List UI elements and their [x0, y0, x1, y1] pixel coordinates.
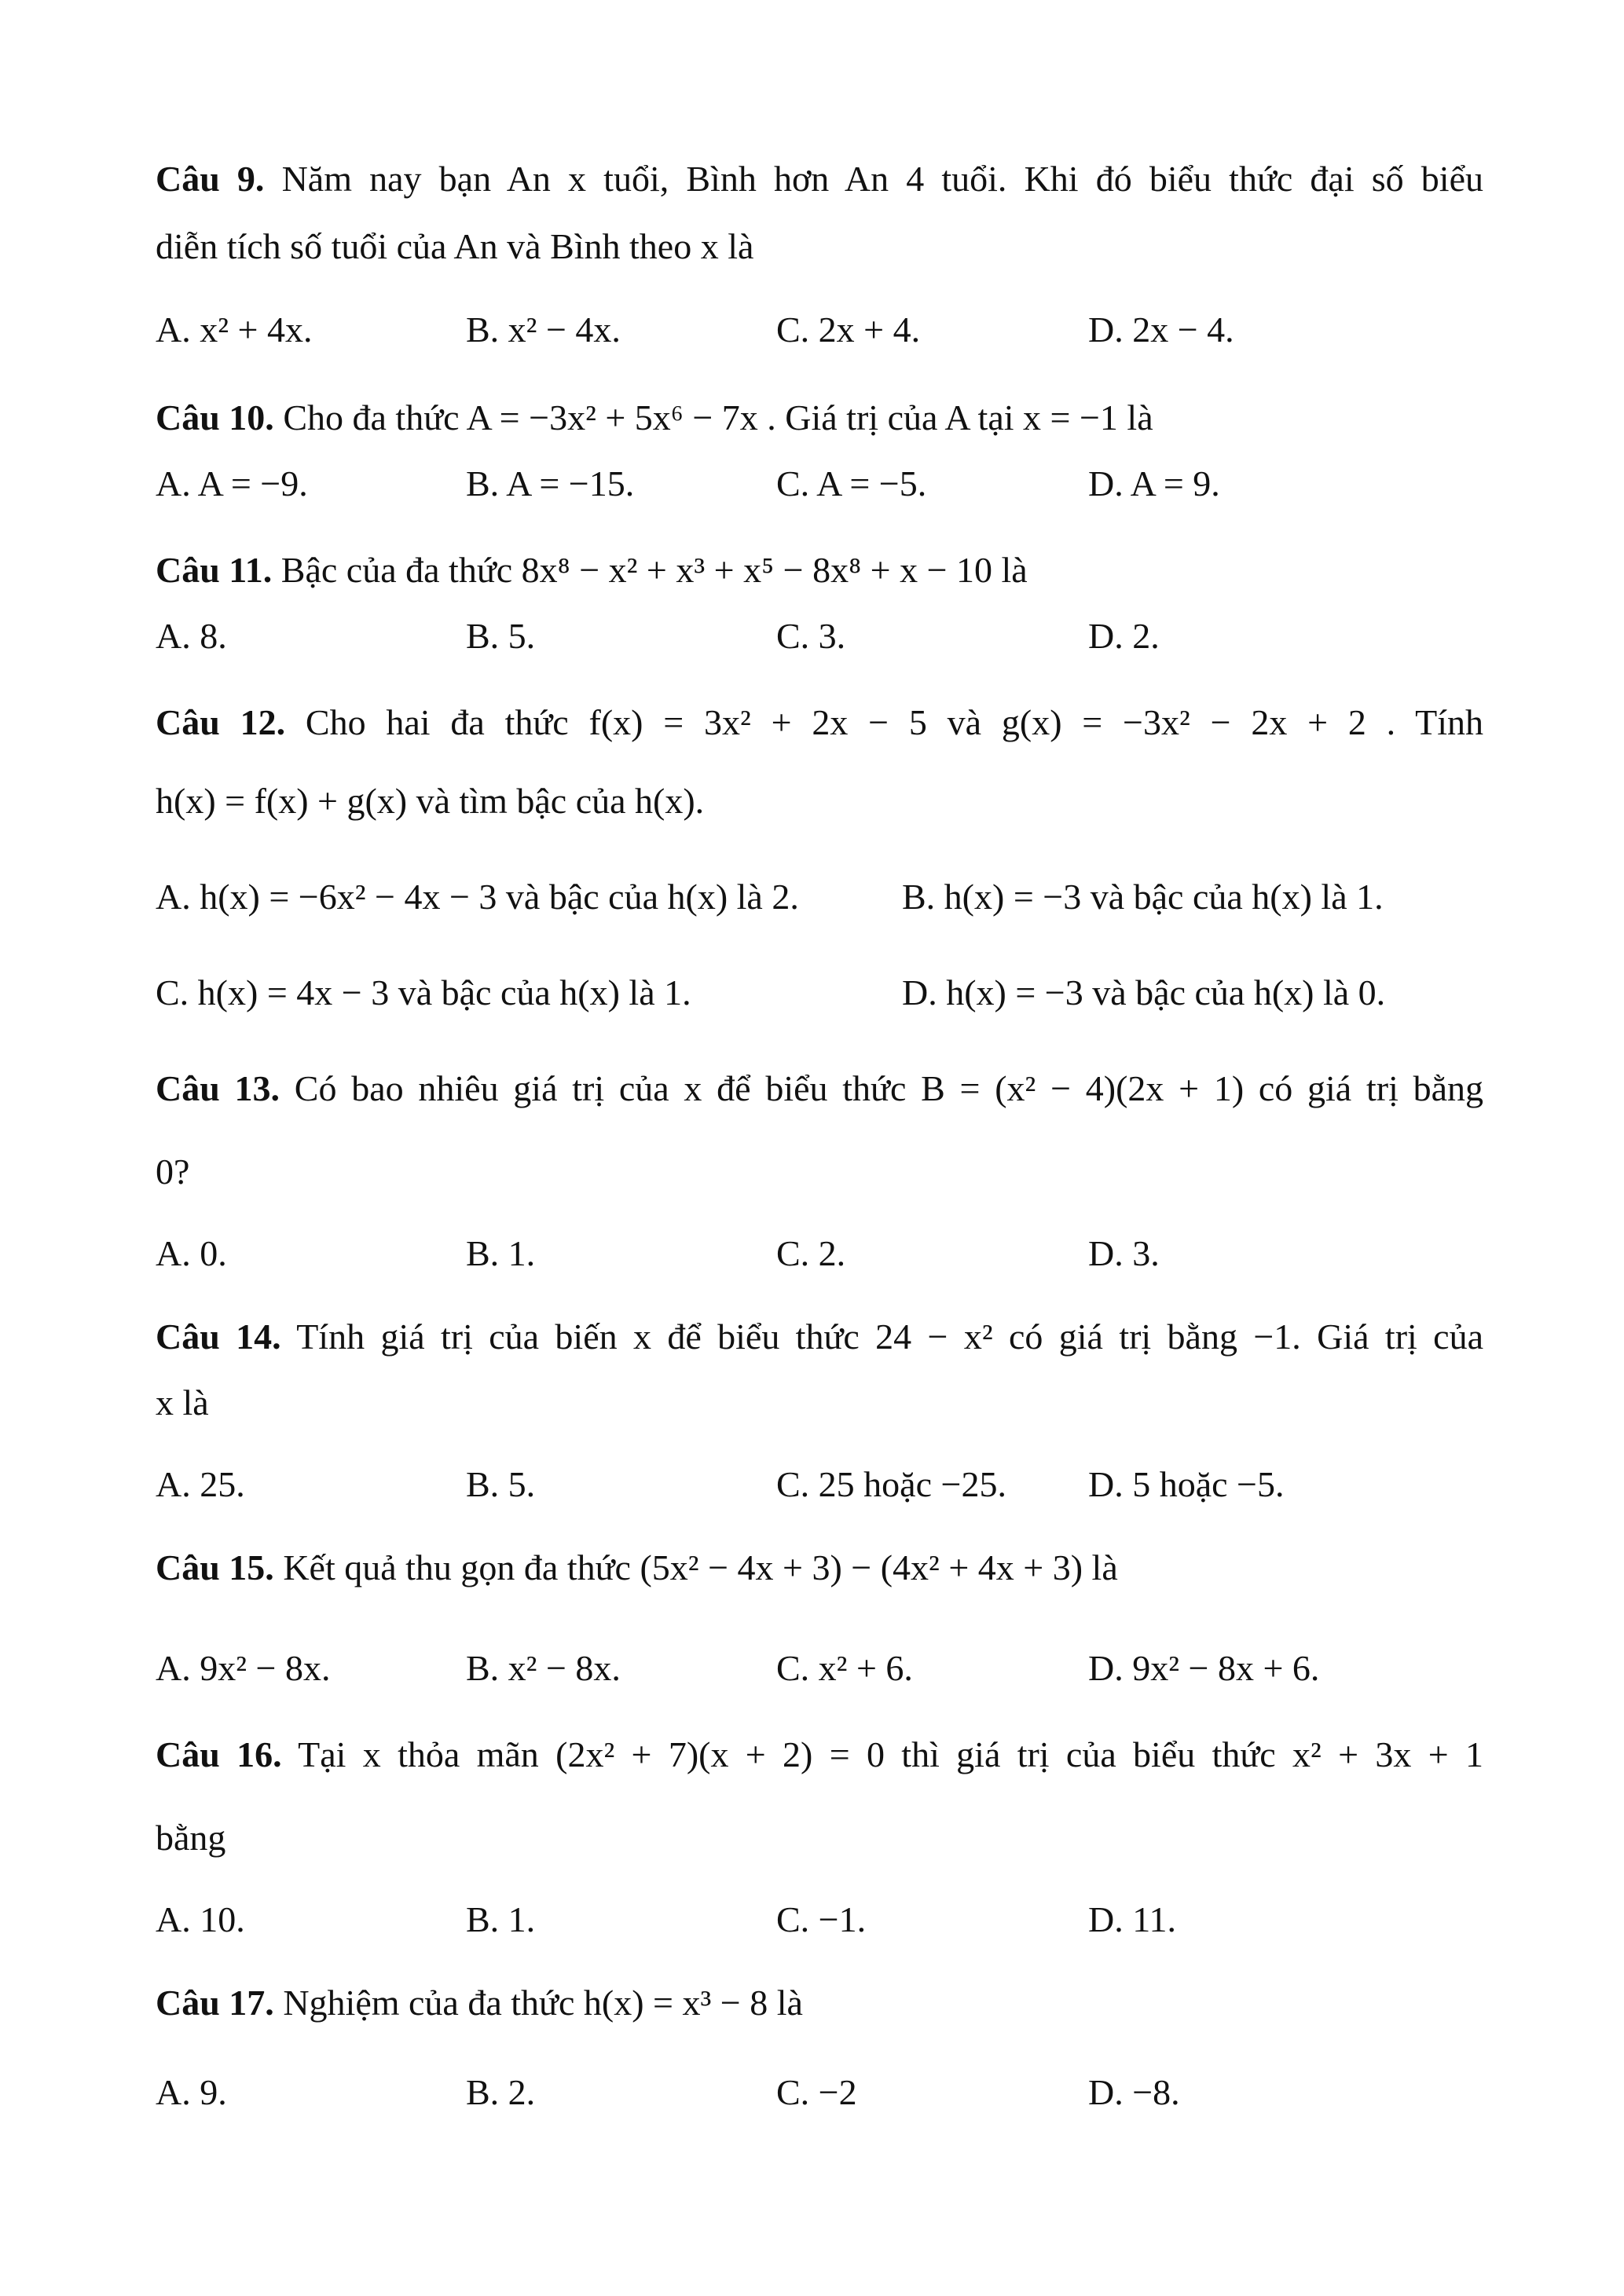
question-17-options: [156, 2069, 1483, 2116]
question-16-line-2: bằng: [156, 1818, 226, 1858]
option-d[interactable]: D. 9x² − 8x + 6.: [1088, 1648, 1320, 1688]
question-15-options: [156, 1645, 1483, 1692]
question-text: Cho hai đa thức f(x) = 3x² + 2x − 5 và g(x) = −3x² − 2x + 2 . Tính: [305, 702, 1483, 742]
question-text: Năm nay bạn An x tuổi, Bình hơn An 4 tuổi. Khi đó biểu thức đại số biểu: [281, 159, 1483, 199]
question-14-options: [156, 1461, 1483, 1508]
option-c[interactable]: C. h(x) = 4x − 3 và bậc của h(x) là 1.: [156, 972, 691, 1013]
question-16-options: [156, 1896, 1483, 1943]
option-c[interactable]: C. 2.: [776, 1233, 846, 1273]
question-12-options-row-2: [156, 969, 1483, 1016]
option-a[interactable]: A. 9x² − 8x.: [156, 1648, 331, 1688]
question-label: Câu 15.: [156, 1547, 274, 1587]
option-b[interactable]: B. 1.: [466, 1899, 536, 1939]
question-15-line-1: [156, 1544, 1483, 1591]
question-text: Nghiệm của đa thức h(x) = x³ − 8 là: [283, 1983, 803, 2023]
question-12-line-1: [156, 699, 1483, 746]
question-text: Cho đa thức A = −3x² + 5x⁶ − 7x . Giá trị của A tại x = −1 là: [283, 397, 1153, 438]
question-label: Câu 13.: [156, 1068, 280, 1108]
question-label: Câu 16.: [156, 1734, 282, 1774]
question-text: Tính giá trị của biến x để biểu thức 24 − x² có giá trị bằng −1. Giá trị của: [296, 1316, 1483, 1357]
option-b[interactable]: B. 1.: [466, 1233, 536, 1273]
option-b[interactable]: B. A = −15.: [466, 463, 635, 504]
option-d[interactable]: D. 3.: [1088, 1233, 1160, 1273]
question-9-line-1: [156, 156, 1483, 203]
question-label: Câu 17.: [156, 1983, 274, 2023]
option-c[interactable]: C. 25 hoặc −25.: [776, 1464, 1006, 1504]
option-c[interactable]: C. 2x + 4.: [776, 309, 921, 350]
option-c[interactable]: C. −1.: [776, 1899, 867, 1939]
option-a[interactable]: A. A = −9.: [156, 463, 308, 504]
question-label: Câu 12.: [156, 702, 286, 742]
option-a[interactable]: A. h(x) = −6x² − 4x − 3 và bậc của h(x) là 2.: [156, 877, 799, 917]
option-d[interactable]: D. −8.: [1088, 2072, 1180, 2112]
question-11-line-1: [156, 547, 1483, 594]
option-b[interactable]: B. x² − 8x.: [466, 1648, 621, 1688]
option-a[interactable]: A. 8.: [156, 616, 227, 656]
question-label: Câu 14.: [156, 1316, 281, 1357]
option-a[interactable]: A. 25.: [156, 1464, 245, 1504]
option-b[interactable]: B. 5.: [466, 616, 536, 656]
option-b[interactable]: B. 5.: [466, 1464, 536, 1504]
option-a[interactable]: A. 0.: [156, 1233, 227, 1273]
option-d[interactable]: D. 11.: [1088, 1899, 1177, 1939]
option-d[interactable]: D. A = 9.: [1088, 463, 1220, 504]
option-c[interactable]: C. 3.: [776, 616, 846, 656]
question-text: Bậc của đa thức 8x⁸ − x² + x³ + x⁵ − 8x⁸ + x − 10 là: [280, 550, 1028, 590]
question-9-options: [156, 306, 1483, 353]
option-a[interactable]: A. 10.: [156, 1899, 245, 1939]
question-10-line-1: [156, 394, 1483, 441]
question-10-options: [156, 460, 1483, 507]
question-label: Câu 10.: [156, 397, 274, 438]
question-13-line-2: 0?: [156, 1152, 190, 1192]
question-12-line-2: h(x) = f(x) + g(x) và tìm bậc của h(x).: [156, 781, 705, 821]
option-b[interactable]: B. 2.: [466, 2072, 536, 2112]
option-a[interactable]: A. x² + 4x.: [156, 309, 313, 350]
question-label: Câu 11.: [156, 550, 273, 590]
question-17-line-1: [156, 1979, 1483, 2027]
question-13-options: [156, 1230, 1483, 1277]
option-d[interactable]: D. 2.: [1088, 616, 1160, 656]
option-c[interactable]: C. −2: [776, 2072, 857, 2112]
question-13-line-1: [156, 1065, 1483, 1112]
option-d[interactable]: D. h(x) = −3 và bậc của h(x) là 0.: [902, 972, 1386, 1013]
option-b[interactable]: B. x² − 4x.: [466, 309, 621, 350]
question-12-options-row-1: [156, 873, 1483, 921]
option-c[interactable]: C. x² + 6.: [776, 1648, 913, 1688]
question-text: Tại x thỏa mãn (2x² + 7)(x + 2) = 0 thì giá trị của biểu thức x² + 3x + 1: [298, 1734, 1484, 1774]
question-14-line-1: [156, 1313, 1483, 1360]
option-c[interactable]: C. A = −5.: [776, 463, 927, 504]
question-label: Câu 9.: [156, 159, 265, 199]
option-d[interactable]: D. 2x − 4.: [1088, 309, 1234, 350]
question-11-options: [156, 613, 1483, 660]
question-text: Kết quả thu gọn đa thức (5x² − 4x + 3) − (4x² + 4x + 3) là: [283, 1547, 1118, 1587]
question-14-line-2: x là: [156, 1382, 209, 1423]
question-text: Có bao nhiêu giá trị của x để biểu thức B = (x² − 4)(2x + 1) có giá trị bằng: [294, 1068, 1484, 1108]
question-9-line-2: diễn tích số tuổi của An và Bình theo x là: [156, 226, 754, 266]
option-a[interactable]: A. 9.: [156, 2072, 227, 2112]
option-b[interactable]: B. h(x) = −3 và bậc của h(x) là 1.: [902, 877, 1384, 917]
option-d[interactable]: D. 5 hoặc −5.: [1088, 1464, 1285, 1504]
question-16-line-1: [156, 1731, 1483, 1778]
